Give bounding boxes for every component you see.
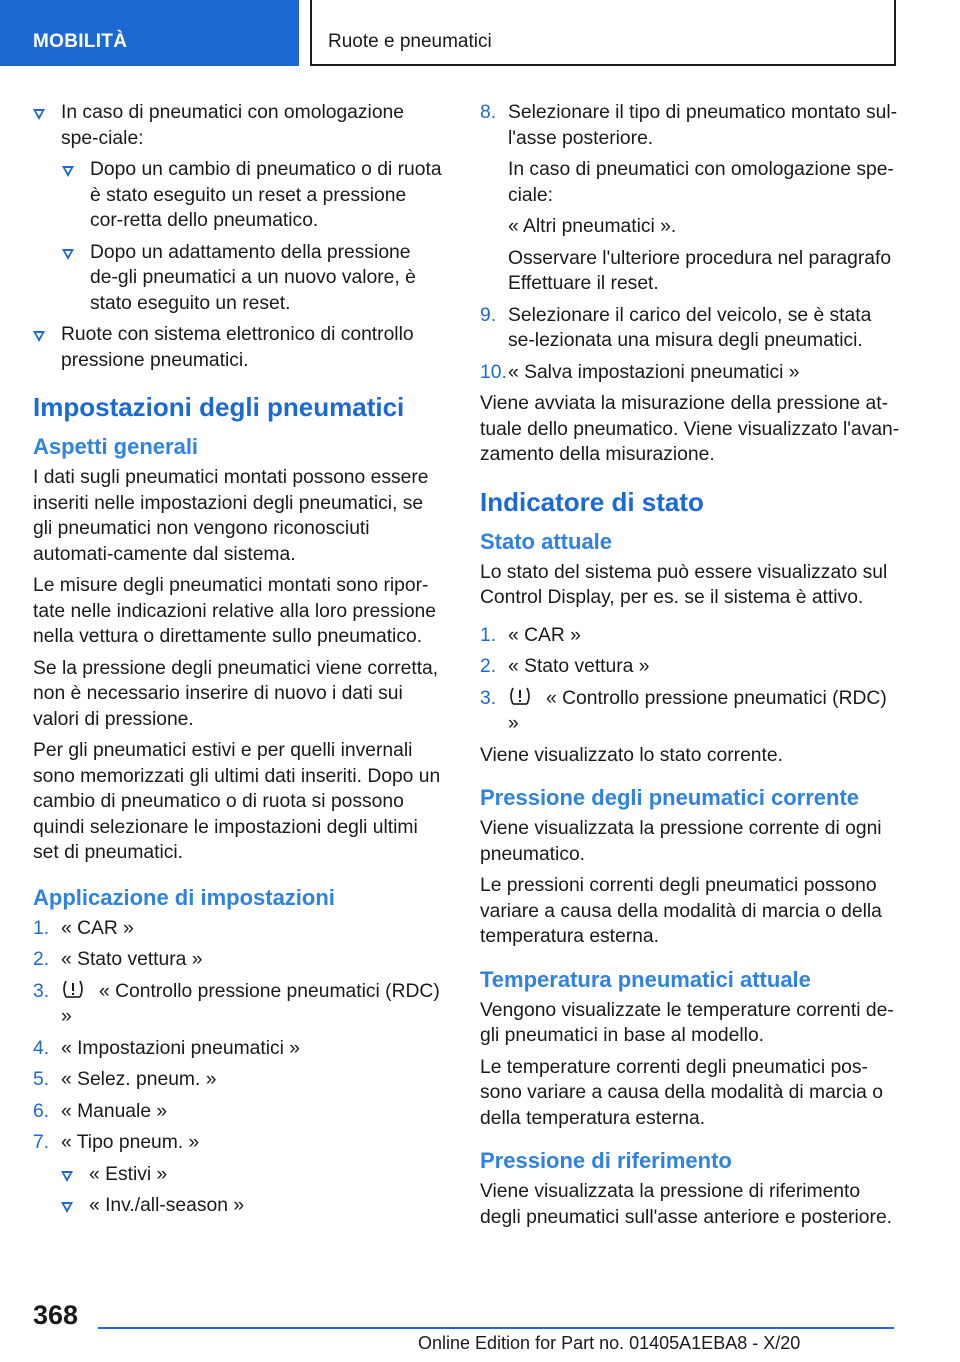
heading-reference-pressure: Pressione di riferimento bbox=[480, 1148, 732, 1173]
tire-pressure-warning-icon bbox=[61, 979, 85, 997]
step-item: 2. « Stato vettura » bbox=[480, 656, 650, 677]
heading-status-indicator: Indicatore di stato bbox=[480, 486, 704, 517]
step-item: 6. « Manuale » bbox=[33, 1100, 168, 1122]
step-item: 3. « Controllo pressione pneumatici (RDC) » bbox=[480, 687, 887, 734]
step-item: 8. Selezionare il tipo di pneumatico montato sul-l'asse posteriore. bbox=[480, 102, 898, 149]
step-item: 3. « Controllo pressione pneumatici (RDC) » bbox=[33, 980, 440, 1027]
paragraph: Osservare l'ulteriore procedura nel paragrafo Effettuare il reset. bbox=[508, 247, 892, 294]
bullet-item: « Estivi » bbox=[61, 1162, 443, 1188]
bullet-item: « Inv./all-season » bbox=[61, 1193, 443, 1219]
paragraph: Le temperature correnti degli pneumatici pos-sono variare a causa della modalità di marcia o della temperatura esterna. bbox=[480, 1056, 883, 1129]
step-item: 1. « CAR » bbox=[33, 917, 134, 939]
section-title: MOBILITÀ bbox=[33, 31, 128, 52]
paragraph: Vengono visualizzate le temperature correnti de-gli pneumatici in base al modello. bbox=[480, 999, 894, 1046]
heading-general: Aspetti generali bbox=[33, 434, 199, 459]
paragraph: Le misure degli pneumatici montati sono ripor-tate nelle indicazioni relative alla loro pressione nella vettura o direttamente sullo pneumatico. bbox=[33, 575, 436, 647]
step-item: 7. « Tipo pneum. » bbox=[33, 1132, 200, 1153]
triangle-bullet-icon bbox=[61, 1171, 73, 1182]
paragraph: « Altri pneumatici ». bbox=[508, 216, 677, 237]
heading-current-pressure: Pressione degli pneumatici corrente bbox=[480, 785, 860, 810]
paragraph: Viene visualizzato lo stato corrente. bbox=[480, 744, 783, 766]
triangle-bullet-icon bbox=[61, 1202, 73, 1213]
paragraph: Viene visualizzata la pressione corrente di ogni pneumatico. bbox=[480, 818, 882, 865]
paragraph: In caso di pneumatici con omologazione spe-ciale: bbox=[508, 159, 894, 206]
page-number: 368 bbox=[33, 1300, 79, 1330]
triangle-bullet-icon bbox=[33, 331, 45, 342]
step-item: 1. « CAR » bbox=[480, 624, 581, 646]
bullet-item: Dopo un adattamento della pressione de-gli pneumatici a un nuovo valore, è stato eseguito un reset. bbox=[62, 240, 443, 317]
paragraph: Viene visualizzata la pressione di riferimento degli pneumatici sull'asse anteriore e posteriore. bbox=[480, 1181, 893, 1228]
heading-current-temperature: Temperatura pneumatici attuale bbox=[480, 966, 811, 992]
triangle-bullet-icon bbox=[62, 166, 74, 177]
paragraph: Se la pressione degli pneumatici viene corretta, non è necessario inserire di nuovo i dati sui valori di pressione. bbox=[33, 657, 439, 730]
paragraph: Le pressioni correnti degli pneumatici possono variare a causa della modalità di marcia o della temperatura esterna. bbox=[480, 875, 882, 947]
right-column bbox=[480, 100, 900, 1236]
bullet-item: In caso di pneumatici con omologazione spe-ciale: bbox=[33, 100, 443, 151]
step-item: 5. « Selez. pneum. » bbox=[33, 1069, 217, 1090]
paragraph: Per gli pneumatici estivi e per quelli invernali sono memorizzati gli ultimi dati inseriti. Dopo un cambio di pneumatico o di ruota si possono quindi selezionare le impostazioni degli ultimi set di pneumatici. bbox=[33, 740, 441, 863]
heading-apply-settings: Applicazione di impostazioni bbox=[33, 884, 335, 910]
paragraph: Viene avviata la misurazione della pressione at-tuale dello pneumatico. Viene visualizzato l'avan-zamento della misurazione. bbox=[480, 393, 900, 465]
bullet-item: Dopo un cambio di pneumatico o di ruota è stato eseguito un reset a pressione cor-retta dello pneumatico. bbox=[62, 157, 443, 234]
triangle-bullet-icon bbox=[33, 109, 45, 120]
tire-pressure-warning-icon bbox=[508, 686, 532, 704]
section-tab bbox=[0, 0, 299, 66]
paragraph: I dati sugli pneumatici montati possono essere inseriti nelle impostazioni degli pneumatici, se gli pneumatici non vengono riconosciuti automati-camente dal sistema. bbox=[33, 467, 429, 565]
footer-divider bbox=[98, 1327, 894, 1329]
step-item: 2. « Stato vettura » bbox=[33, 949, 203, 970]
step-item: 9. Selezionare il carico del veicolo, se è stata se-lezionata una misura degli pneumatici. bbox=[480, 304, 872, 351]
step-item: 4. « Impostazioni pneumatici » bbox=[33, 1037, 301, 1059]
heading-current-status: Stato attuale bbox=[480, 528, 613, 554]
bullet-item: Ruote con sistema elettronico di controllo pressione pneumatici. bbox=[33, 322, 443, 373]
footer-edition: Online Edition for Part no. 01405A1EBA8 - X/20 bbox=[418, 1333, 801, 1353]
step-item: 10. « Salva impostazioni pneumatici » bbox=[480, 361, 800, 383]
heading-tire-settings: Impostazioni degli pneumatici bbox=[33, 392, 405, 422]
paragraph: Lo stato del sistema può essere visualizzato sul Control Display, per es. se il sistema è attivo. bbox=[480, 561, 888, 608]
chapter-title: Ruote e pneumatici bbox=[328, 31, 492, 52]
left-column bbox=[33, 100, 443, 1225]
page-header bbox=[0, 0, 960, 66]
chapter-tab bbox=[310, 0, 896, 66]
triangle-bullet-icon bbox=[62, 249, 74, 260]
